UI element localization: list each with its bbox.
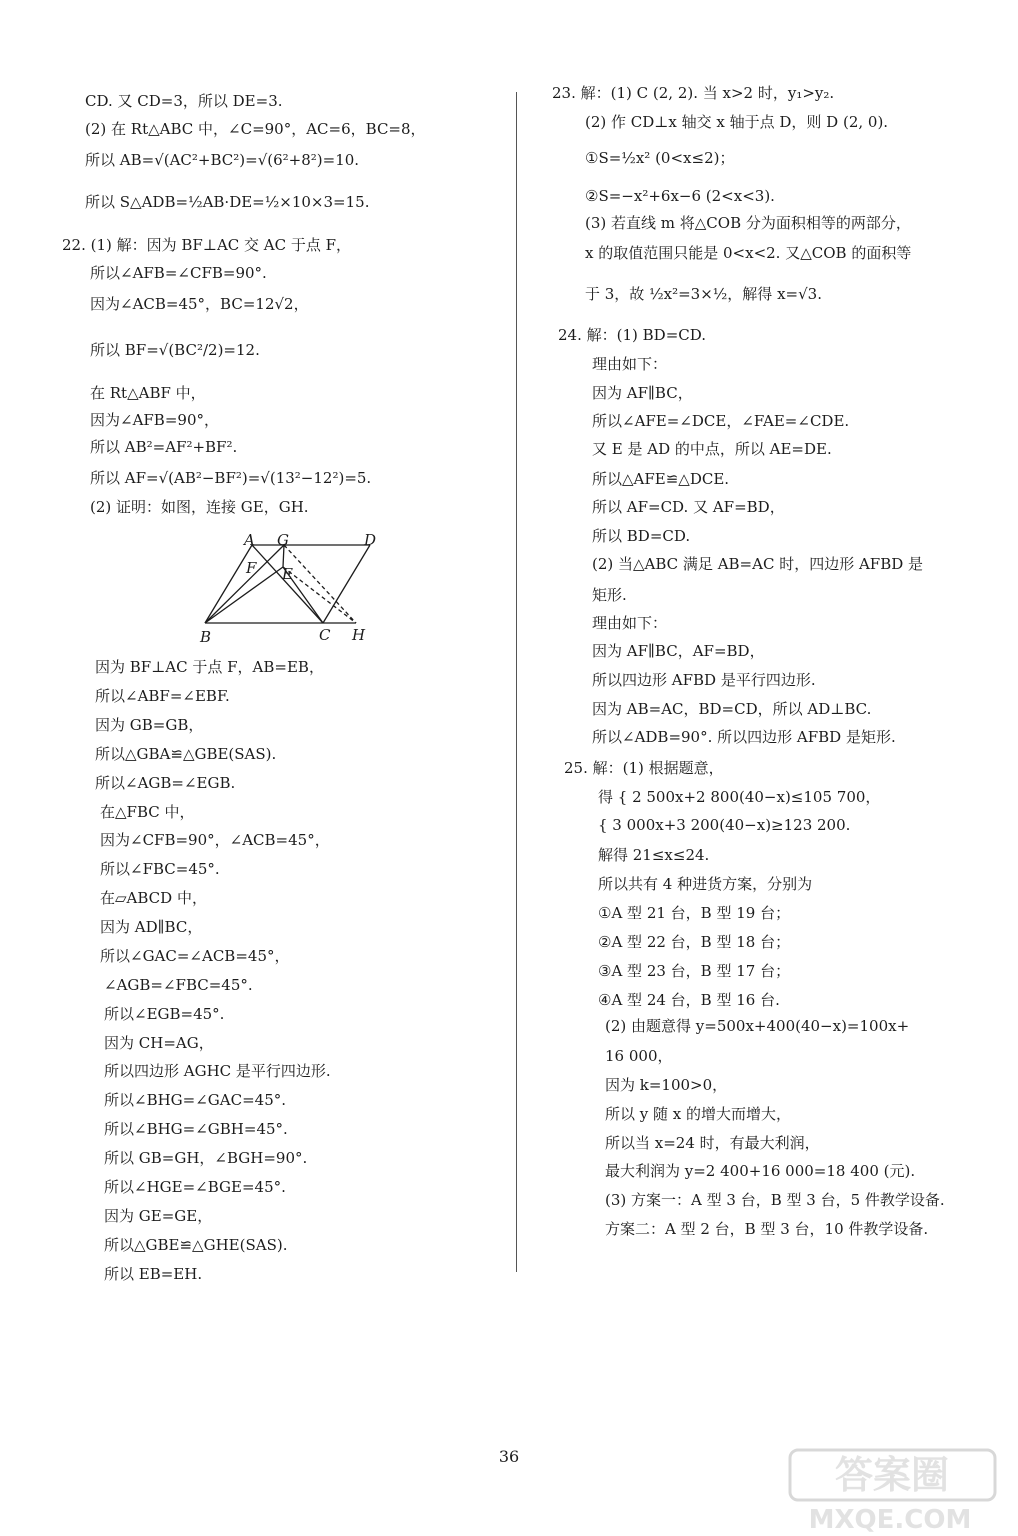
text-line: 矩形. (592, 586, 627, 604)
text-line: 因为 AB=AC，BD=CD，所以 AD⊥BC. (592, 700, 872, 718)
figure-label-b: B (200, 628, 212, 646)
text-line: (2) 在 Rt△ABC 中，∠C=90°，AC=6，BC=8， (85, 120, 426, 138)
text-line: 所以∠AFB=∠CFB=90°. (90, 264, 267, 282)
text-line: 所以∠GAC=∠ACB=45°， (100, 947, 290, 965)
svg-text:MXQE.COM: MXQE.COM (808, 1505, 972, 1535)
page-number: 36 (498, 1447, 520, 1466)
text-line: 因为 AD∥BC， (100, 918, 203, 936)
question-25-start: 25. 解：(1) 根据题意， (564, 759, 724, 777)
text-line: 所以∠BHG=∠GBH=45°. (104, 1120, 288, 1138)
text-line: 因为∠ACB=45°，BC=12√2， (90, 295, 309, 313)
column-divider (516, 92, 517, 1272)
text-line: 所以 EB=EH. (104, 1265, 203, 1283)
text-line: 所以△AFE≌△DCE. (592, 470, 730, 488)
text-line: 所以 GB=GH，∠BGH=90°. (104, 1149, 308, 1167)
text-line: 因为∠AFB=90°， (90, 411, 219, 429)
text-line: 所以共有 4 种进货方案，分别为 (598, 875, 813, 893)
figure-label-f: F (246, 559, 257, 577)
text-line: ②S=−x²+6x−6 (2<x<3). (585, 187, 775, 205)
text-line: 所以△GBA≌△GBE(SAS). (95, 745, 277, 763)
text-line: 所以 S△ADB=½AB·DE=½×10×3=15. (85, 193, 370, 211)
text-line: x 的取值范围只能是 0<x<2. 又△COB 的面积等 (585, 244, 912, 262)
text-line: 因为 GB=GB， (95, 716, 204, 734)
text-line: 理由如下： (592, 355, 668, 373)
text-line: 在 Rt△ABF 中， (90, 384, 206, 402)
figure-label-a: A (244, 531, 255, 549)
text-line: (2) 作 CD⊥x 轴交 x 轴于点 D，则 D (2, 0). (585, 113, 889, 131)
figure-label-e: E (282, 565, 293, 583)
text-line: 所以∠EGB=45°. (104, 1005, 225, 1023)
text-line: 因为 AF∥BC，AF=BD， (592, 642, 765, 660)
text-line: 所以四边形 AFBD 是平行四边形. (592, 671, 816, 689)
text-line: ①S=½x² (0<x≤2)； (585, 149, 735, 167)
text-line: 所以∠FBC=45°. (100, 860, 220, 878)
text-line: 因为 AF∥BC， (592, 384, 693, 402)
text-line: 于 3，故 ½x²=3×½，解得 x=√3. (585, 285, 822, 303)
text-line: 得 { 2 500x+2 800(40−x)≤105 700， (598, 788, 881, 806)
text-line: 因为 CH=AG， (104, 1034, 214, 1052)
watermark-logo (770, 1395, 1010, 1535)
text-line: 所以 BD=CD. (592, 527, 691, 545)
text-line: 在▱ABCD 中， (100, 889, 207, 907)
text-line: 所以∠AGB=∠EGB. (95, 774, 236, 792)
text-line: 在△FBC 中， (100, 803, 195, 821)
question-23-start: 23. 解：(1) C (2, 2). 当 x>2 时，y₁>y₂. (552, 84, 835, 102)
text-line: 所以 AB²=AF²+BF². (90, 438, 238, 456)
text-line: ④A 型 24 台，B 型 16 台. (598, 991, 780, 1009)
text-line: (2) 证明：如图，连接 GE，GH. (90, 498, 309, 516)
text-line: 所以 AF=CD. 又 AF=BD， (592, 498, 785, 516)
text-line: 所以∠BHG=∠GAC=45°. (104, 1091, 287, 1109)
text-line: 解得 21≤x≤24. (598, 846, 710, 864)
question-24-start: 24. 解：(1) BD=CD. (558, 326, 706, 344)
text-line: 所以 AB=√(AC²+BC²)=√(6²+8²)=10. (85, 151, 360, 169)
text-line: 所以 AF=√(AB²−BF²)=√(13²−12²)=5. (90, 469, 372, 487)
text-line: 因为∠CFB=90°，∠ACB=45°， (100, 831, 330, 849)
text-line: (2) 由题意得 y=500x+400(40−x)=100x+ (605, 1017, 910, 1035)
text-line: 所以 y 随 x 的增大而增大， (605, 1105, 792, 1123)
text-line: 理由如下： (592, 614, 668, 632)
text-line: 所以∠AFE=∠DCE，∠FAE=∠CDE. (592, 412, 850, 430)
text-line: 所以∠ABF=∠EBF. (95, 687, 230, 705)
text-line: (3) 若直线 m 将△COB 分为面积相等的两部分， (585, 214, 911, 232)
text-line: ③A 型 23 台，B 型 17 台； (598, 962, 791, 980)
text-line: CD. 又 CD=3，所以 DE=3. (85, 92, 283, 110)
text-line: 16 000， (605, 1047, 673, 1065)
figure-label-c: C (319, 626, 331, 644)
text-line: (3) 方案一：A 型 3 台，B 型 3 台，5 件教学设备. (605, 1191, 945, 1209)
text-line: 所以∠ADB=90°. 所以四边形 AFBD 是矩形. (592, 728, 896, 746)
figure-label-g: G (277, 531, 289, 549)
text-line: 所以 BF=√(BC²/2)=12. (90, 341, 260, 359)
figure-label-h: H (352, 626, 366, 644)
figure-label-d: D (364, 531, 377, 549)
text-line: (2) 当△ABC 满足 AB=AC 时，四边形 AFBD 是 (592, 555, 924, 573)
text-line: 最大利润为 y=2 400+16 000=18 400 (元). (605, 1162, 916, 1180)
text-line: 又 E 是 AD 的中点，所以 AE=DE. (592, 440, 832, 458)
text-line: 因为 k=100>0， (605, 1076, 728, 1094)
text-line: 所以四边形 AGHC 是平行四边形. (104, 1062, 331, 1080)
text-line: 所以当 x=24 时，有最大利润， (605, 1134, 820, 1152)
text-line: ①A 型 21 台，B 型 19 台； (598, 904, 791, 922)
text-line: 所以△GBE≌△GHE(SAS). (104, 1236, 288, 1254)
svg-text:答案圈: 答案圈 (834, 1453, 950, 1497)
text-line: 因为 GE=GE， (104, 1207, 213, 1225)
text-line: 方案二：A 型 2 台，B 型 3 台，10 件教学设备. (605, 1220, 929, 1238)
question-22-start: 22. (1) 解：因为 BF⊥AC 交 AC 于点 F， (62, 236, 352, 254)
text-line: { 3 000x+3 200(40−x)≥123 200. (598, 816, 851, 834)
text-line: ②A 型 22 台，B 型 18 台； (598, 933, 791, 951)
text-line: 因为 BF⊥AC 于点 F，AB=EB， (95, 658, 324, 676)
text-line: 所以∠HGE=∠BGE=45°. (104, 1178, 286, 1196)
text-line: ∠AGB=∠FBC=45°. (104, 976, 253, 994)
